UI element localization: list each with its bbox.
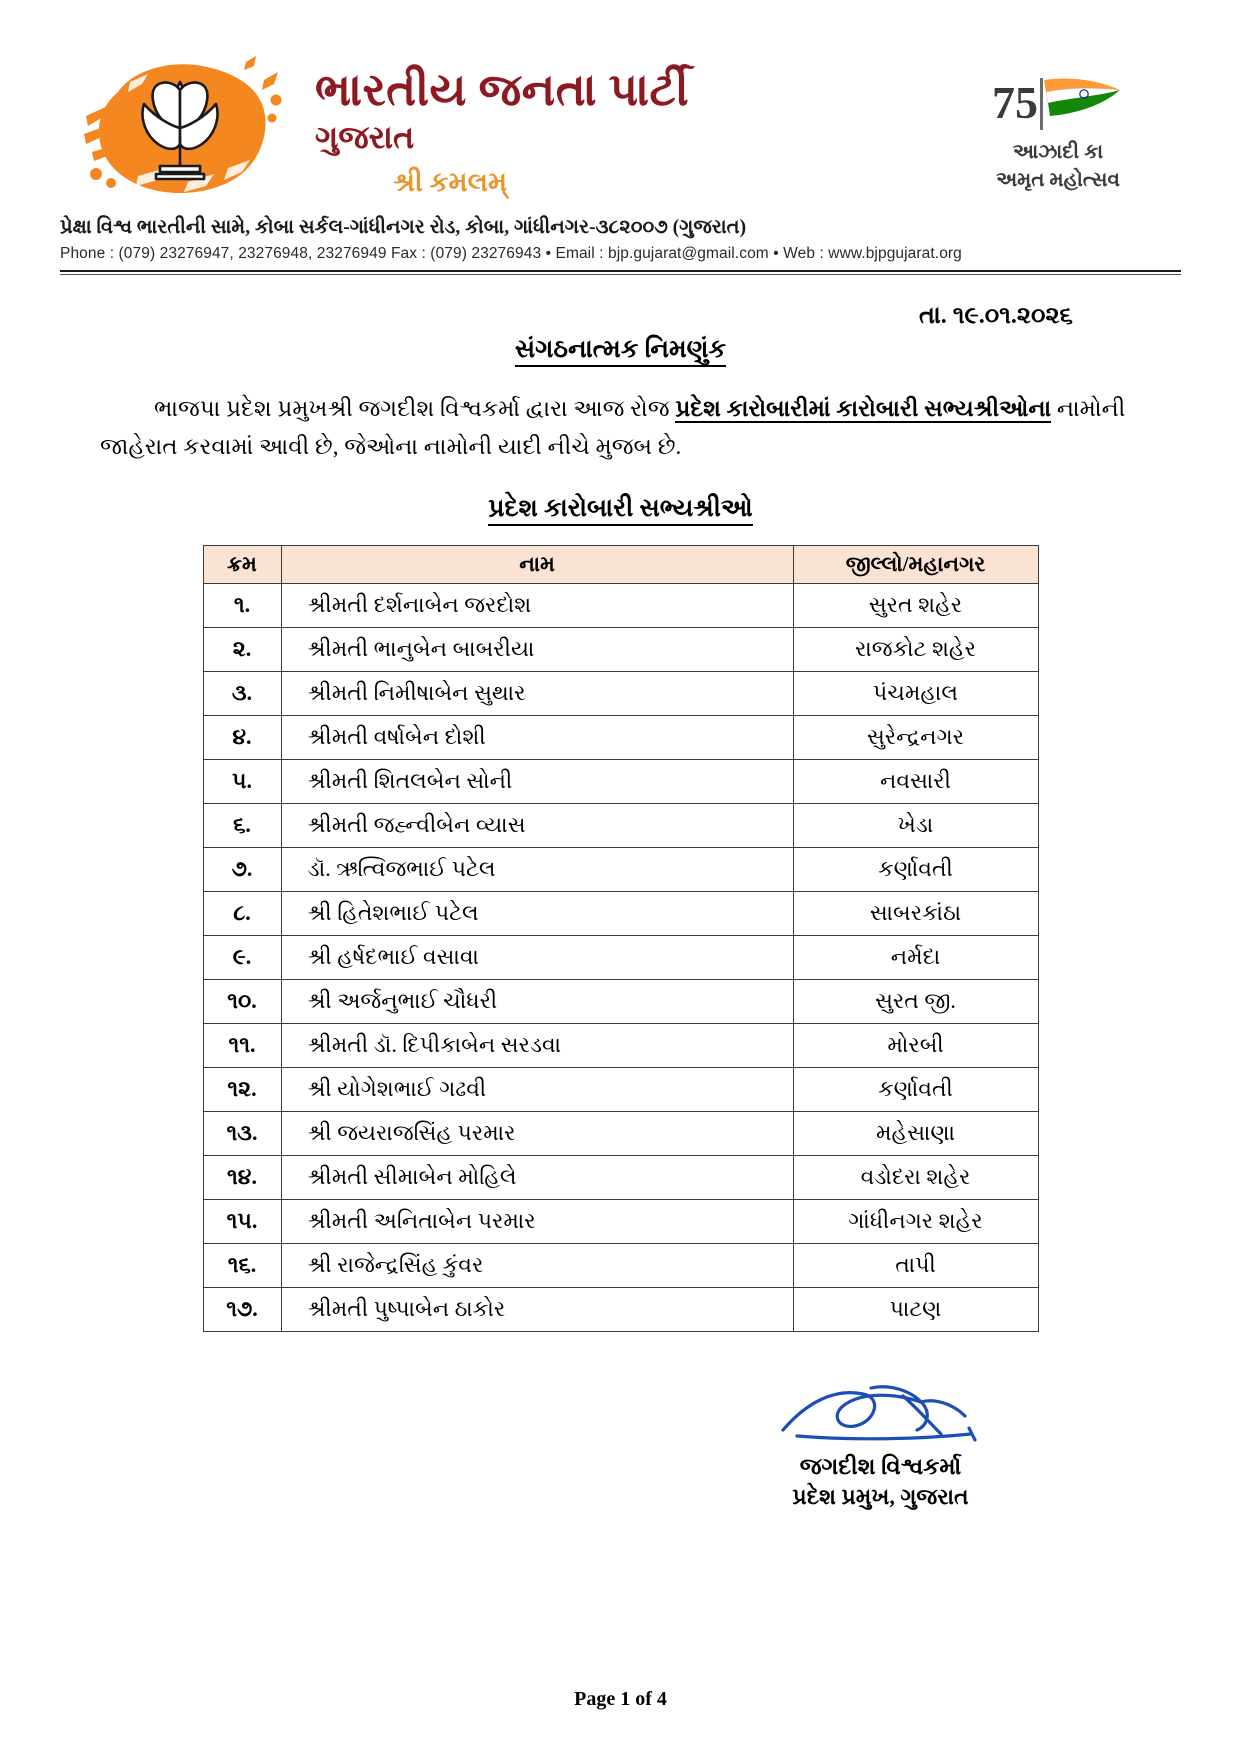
bjp-lotus-logo-icon <box>78 52 293 202</box>
header-divider-thin <box>60 274 1181 275</box>
cell-district: ખેડા <box>793 803 1038 847</box>
cell-district: સુરેન્દ્રનગર <box>793 715 1038 759</box>
table-body <box>203 583 1038 1331</box>
azadi-line-1: આઝાદી કા <box>1012 141 1104 163</box>
table-row <box>203 715 1038 759</box>
azadi-ka-amrit-mahotsav-logo <box>953 74 1163 193</box>
table-row <box>203 759 1038 803</box>
page-title-text: સંગઠનાત્મક નિમણુંક <box>515 336 726 367</box>
document-content <box>0 303 1241 1510</box>
table-row <box>203 1111 1038 1155</box>
handwritten-signature-icon <box>620 1378 1141 1452</box>
cell-district: નવસારી <box>793 759 1038 803</box>
cell-serial: ૧૭. <box>203 1287 281 1331</box>
cell-name: શ્રી હિતેશભાઈ પટેલ <box>281 891 793 935</box>
table-row <box>203 979 1038 1023</box>
brand-office-name: શ્રી કમલમ્ <box>393 166 508 197</box>
header-divider <box>60 270 1181 272</box>
cell-district: નર્મદા <box>793 935 1038 979</box>
azadi-line-2: અમૃત મહોત્સવ <box>996 169 1120 192</box>
cell-name: શ્રીમતી નિમીષાબેન સુથાર <box>281 671 793 715</box>
cell-serial: ૧૬. <box>203 1243 281 1287</box>
office-contacts: Phone : (079) 23276947, 23276948, 23276949 Fax : (079) 23276943 • Email : bjp.gujarat@gmail.com • Web : www.bjpgujarat.org <box>60 245 962 263</box>
page-footer: Page 1 of 4 <box>574 1688 667 1710</box>
cell-district: પંચમહાલ <box>793 671 1038 715</box>
cell-serial: ૧. <box>203 583 281 627</box>
cell-district: મહેસાણા <box>793 1111 1038 1155</box>
column-header-serial: ક્રમ <box>203 545 281 583</box>
cell-name: શ્રીમતી જહ્ન્વીબેન વ્યાસ <box>281 803 793 847</box>
table-header-row <box>203 545 1038 583</box>
cell-name: ડૉ. ઋત્વિજભાઈ પટેલ <box>281 847 793 891</box>
cell-district: વડોદરા શહેર <box>793 1155 1038 1199</box>
paragraph-part-2: નામોની જાહેરાત કરવામાં આવી છે, જેઓના નામોની યાદી નીચે મુજબ છે. <box>100 396 1126 459</box>
signatory-designation: પ્રદેશ પ્રમુખ, ગુજરાત <box>792 1483 969 1509</box>
cell-serial: ૨. <box>203 627 281 671</box>
table-row <box>203 891 1038 935</box>
cell-serial: ૧૦. <box>203 979 281 1023</box>
cell-district: તાપી <box>793 1243 1038 1287</box>
column-header-district: જીલ્લો/મહાનગર <box>793 545 1038 583</box>
table-row <box>203 671 1038 715</box>
signature-block <box>100 1378 1141 1510</box>
cell-name: શ્રીમતી ડૉ. દિપીકાબેન સરડવા <box>281 1023 793 1067</box>
cell-serial: ૮. <box>203 891 281 935</box>
column-header-name: નામ <box>281 545 793 583</box>
cell-name: શ્રી જયરાજસિંહ પરમાર <box>281 1111 793 1155</box>
svg-text:75: 75 <box>992 77 1038 128</box>
table-row <box>203 935 1038 979</box>
cell-district: સુરત શહેર <box>793 583 1038 627</box>
cell-serial: ૫. <box>203 759 281 803</box>
table-row <box>203 1067 1038 1111</box>
cell-serial: ૩. <box>203 671 281 715</box>
document-date: તા. ૧૯.૦૧.૨૦૨૬ <box>918 303 1073 330</box>
brand-name-primary: ભારતીય જનતા પાર્ટી <box>315 65 690 115</box>
cell-name: શ્રી હર્ષદભાઈ વસાવા <box>281 935 793 979</box>
table-row <box>203 1199 1038 1243</box>
cell-district: મોરબી <box>793 1023 1038 1067</box>
cell-serial: ૧૫. <box>203 1199 281 1243</box>
tricolour-75-icon <box>958 74 1158 136</box>
cell-name: શ્રી રાજેન્દ્રસિંહ કુંવર <box>281 1243 793 1287</box>
cell-serial: ૪. <box>203 715 281 759</box>
signatory-name: જગદીશ વિશ્વકર્મા <box>799 1453 962 1479</box>
table-row <box>203 1243 1038 1287</box>
cell-name: શ્રી અર્જનુભાઈ ચૌધરી <box>281 979 793 1023</box>
cell-district: રાજકોટ શહેર <box>793 627 1038 671</box>
cell-district: કર્ણાવતી <box>793 1067 1038 1111</box>
cell-district: કર્ણાવતી <box>793 847 1038 891</box>
table-row <box>203 847 1038 891</box>
table-row <box>203 627 1038 671</box>
brand-block <box>315 52 689 199</box>
cell-name: શ્રીમતી ભાનુબેન બાબરીયા <box>281 627 793 671</box>
cell-serial: ૧૧. <box>203 1023 281 1067</box>
table-row <box>203 583 1038 627</box>
cell-name: શ્રીમતી વર્ષાબેન દોશી <box>281 715 793 759</box>
table-row <box>203 803 1038 847</box>
members-table <box>203 545 1039 1332</box>
lotus-icon <box>130 74 230 182</box>
paragraph-part-1: ભાજપા પ્રદેશ પ્રમુખશ્રી જગદીશ વિશ્વકર્મા દ્વારા આજ રોજ <box>154 396 676 422</box>
cell-name: શ્રીમતી અનિતાબેન પરમાર <box>281 1199 793 1243</box>
brand-name-state: ગુજરાત <box>315 118 415 155</box>
cell-name: શ્રીમતી દર્શનાબેન જરદોશ <box>281 583 793 627</box>
table-row <box>203 1287 1038 1331</box>
cell-district: પાટણ <box>793 1287 1038 1331</box>
azadi-75-emblem-icon <box>953 74 1163 136</box>
letterhead-top-row <box>60 52 1181 202</box>
cell-serial: ૧૪. <box>203 1155 281 1199</box>
cell-district: સુરત જી. <box>793 979 1038 1023</box>
cell-name: શ્રીમતી પુષ્પાબેન ઠાકોર <box>281 1287 793 1331</box>
cell-serial: ૧૨. <box>203 1067 281 1111</box>
table-caption <box>100 495 1141 523</box>
cell-name: શ્રીમતી શિતલબેન સોની <box>281 759 793 803</box>
intro-paragraph <box>100 390 1141 465</box>
cell-serial: ૬. <box>203 803 281 847</box>
cell-serial: ૭. <box>203 847 281 891</box>
table-row <box>203 1155 1038 1199</box>
cell-name: શ્રીમતી સીમાબેન મોહિલે <box>281 1155 793 1199</box>
table-caption-text: પ્રદેશ કારોબારી સભ્યશ્રીઓ <box>488 495 752 526</box>
cell-district: ગાંધીનગર શહેર <box>793 1199 1038 1243</box>
cell-district: સાબરકાંઠા <box>793 891 1038 935</box>
page-title <box>100 336 1141 364</box>
paragraph-highlight: પ્રદેશ કારોબારીમાં કારોબારી સભ્યશ્રીઓના <box>675 396 1052 422</box>
cell-serial: ૯. <box>203 935 281 979</box>
cell-serial: ૧૩. <box>203 1111 281 1155</box>
table-head <box>203 545 1038 583</box>
letterhead <box>0 0 1241 275</box>
office-address: પ્રેક્ષા વિશ્વ ભારતીની સામે, કોબા સર્કલ-ગાંધીનગર રોડ, કોબા, ગાંધીનગર-૩૮૨૦૦૭ (ગુજરાત) <box>60 217 747 238</box>
table-row <box>203 1023 1038 1067</box>
signature-stroke-icon <box>771 1378 991 1452</box>
cell-name: શ્રી યોગેશભાઈ ગઢવી <box>281 1067 793 1111</box>
